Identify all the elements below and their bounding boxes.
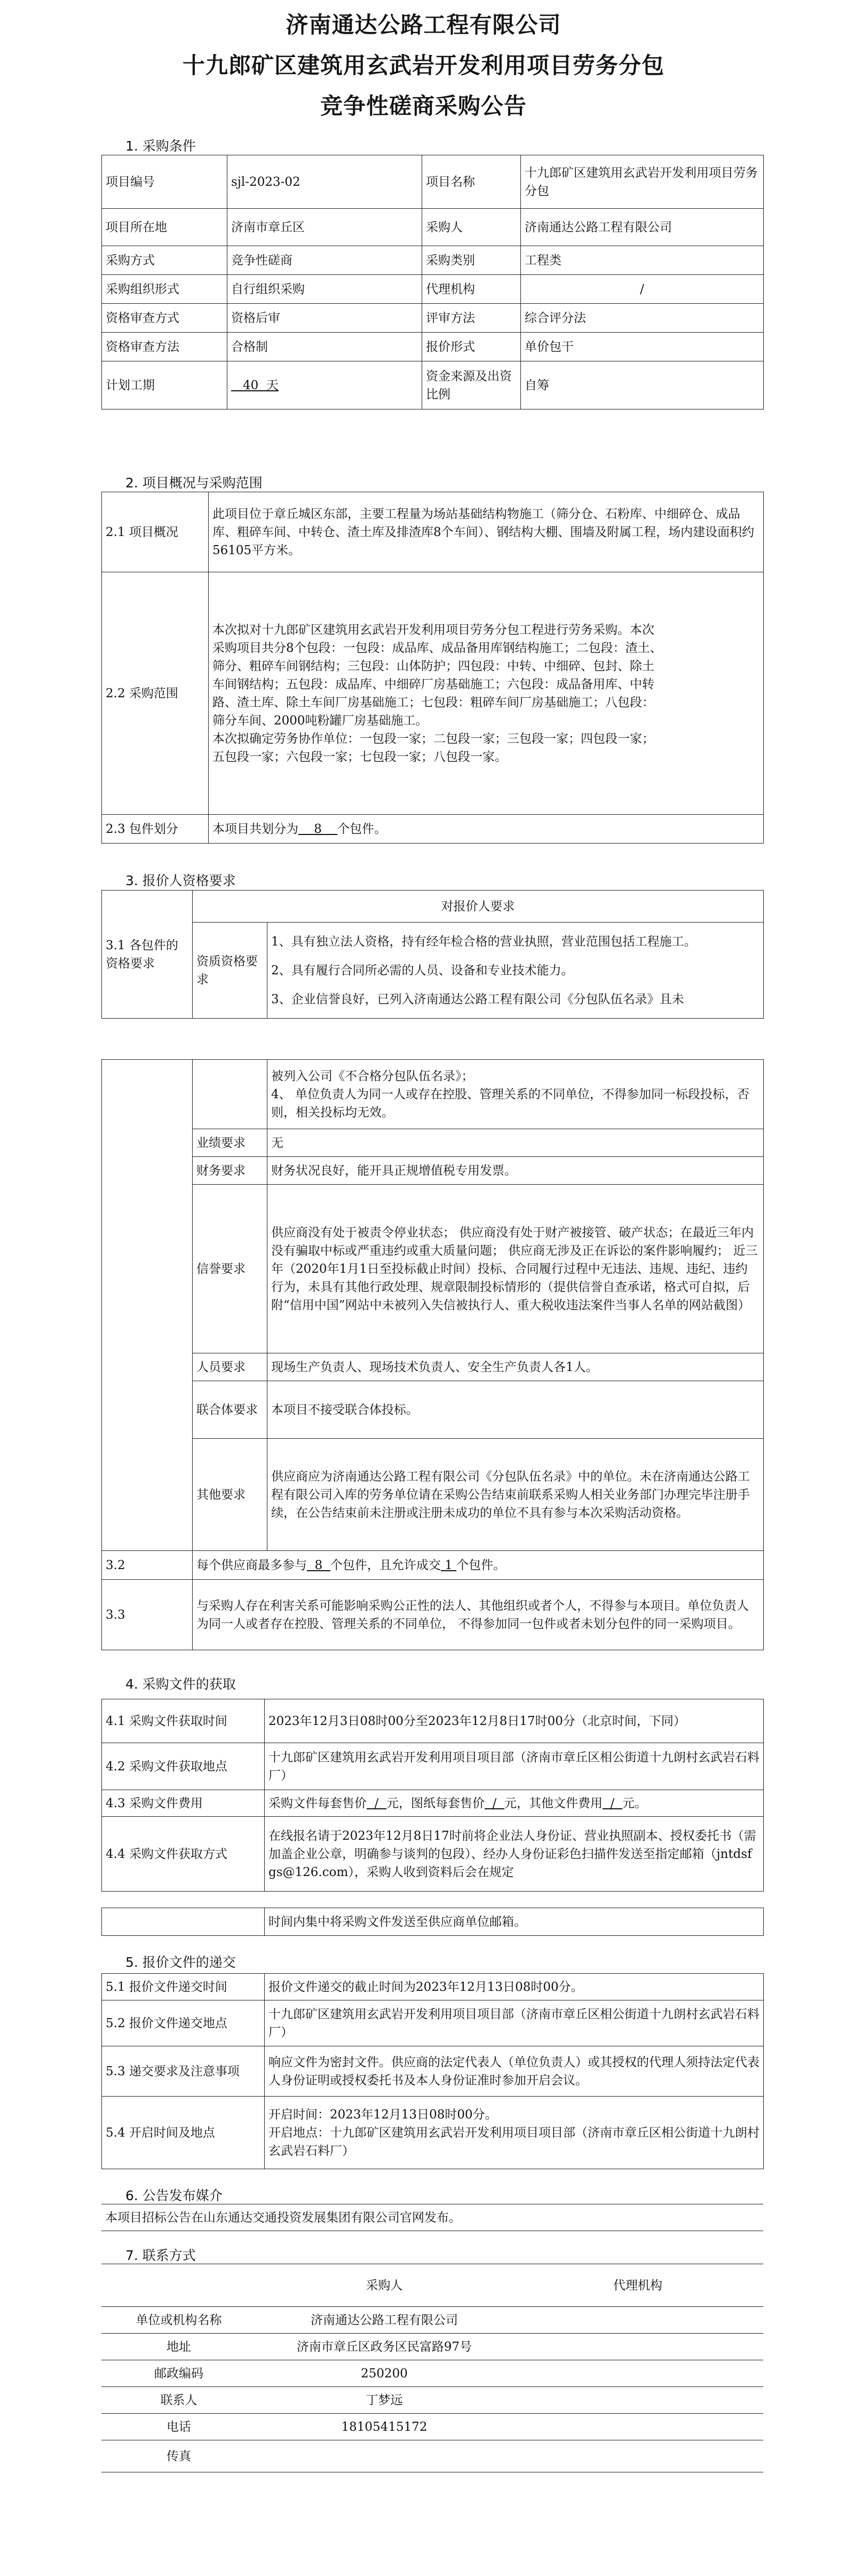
table-row — [102, 2046, 764, 2097]
section-1-heading: 1. 采购条件 — [125, 138, 196, 154]
cell-label — [193, 1060, 267, 1129]
cell-value: 济南通达公路工程有限公司 — [256, 2307, 512, 2334]
cell-value: / — [521, 275, 764, 304]
cell-value: 综合评分法 — [521, 304, 764, 333]
table-row — [101, 2360, 763, 2387]
cell-value — [265, 1790, 764, 1817]
cell-label: 3.3 — [102, 1580, 193, 1650]
table-row — [102, 1185, 764, 1353]
cell-value: 2023年12月3日08时00分至2023年12月8日17时00分（北京时间，下同） — [265, 1699, 764, 1743]
table-row — [102, 923, 764, 1019]
table-row — [102, 1157, 764, 1185]
cell-label: 地址 — [101, 2334, 256, 2360]
table-row — [102, 1908, 764, 1936]
cell-value: 本项目不接受联合体投标。 — [267, 1381, 764, 1439]
text: 采购文件每套售价 — [268, 1796, 367, 1810]
scope-line: 采购项目共分8个包段：一包段：成品库、成品备用库钢结构施工；二包段：渣土、 — [212, 641, 662, 655]
section-4-heading: 4. 采购文件的获取 — [125, 1676, 236, 1692]
cell-value: 济南市章丘区 — [227, 209, 422, 246]
cell-value: 十九郎矿区建筑用玄武岩开发利用项目项目部（济南市章丘区相公街道十九朗村玄武岩石料厂） — [265, 2000, 764, 2046]
table-row — [101, 2264, 763, 2307]
cell-label: 采购组织形式 — [102, 275, 227, 304]
table-row — [101, 2414, 763, 2440]
cell-header — [101, 2264, 256, 2307]
cell-label: 资质资格要求 — [193, 923, 267, 1019]
text: 个包件。 — [337, 822, 387, 836]
cell-value: 单价包干 — [521, 333, 764, 361]
cell-label: 电话 — [101, 2414, 256, 2440]
cell-label: 单位或机构名称 — [101, 2307, 256, 2334]
table-row — [102, 1790, 764, 1817]
table-row — [101, 2307, 763, 2334]
cell-label — [102, 1060, 193, 1551]
table-row — [102, 1743, 764, 1790]
cell-value — [193, 1551, 764, 1580]
table-row — [102, 2097, 764, 2169]
cell-value: 无 — [267, 1129, 764, 1157]
table-row — [102, 333, 764, 361]
qualification-table-part1 — [101, 890, 764, 1019]
col-purchaser: 采购人 — [256, 2264, 512, 2307]
cell-value — [512, 2387, 763, 2414]
table-row — [102, 1974, 764, 2000]
text: 个包件，且允许成交 — [330, 1558, 441, 1572]
table-row — [102, 1551, 764, 1580]
cell-label: 采购类别 — [422, 246, 521, 275]
cell-value: 时间内集中将采购文件发送至供应商单位邮箱。 — [265, 1908, 764, 1936]
cell-label: 传真 — [101, 2440, 256, 2472]
cell-value — [512, 2414, 763, 2440]
cell-value: 自筹 — [521, 361, 764, 409]
cell-value: 在线报名请于2023年12月8日17时前将企业法人身份证、营业执照副本、授权委托书（需加盖企业公章，明确参与谈判的包段）、经办人身份证彩色扫描件发送至指定邮箱（jntdsfgs@126.com），采购人收到资料后会在规定 — [265, 1817, 764, 1892]
section-5-heading: 5. 报价文件的递交 — [125, 1955, 236, 1970]
cell-label: 5.2 报价文件递交地点 — [102, 2000, 265, 2046]
cell-value — [209, 815, 764, 844]
cell-label: 4.1 采购文件获取时间 — [102, 1699, 265, 1743]
cell-value: 丁梦远 — [256, 2387, 512, 2414]
cell-value: sjl-2023-02 — [227, 155, 422, 209]
cell-value: 资格后审 — [227, 304, 422, 333]
scope-line: 路、渣土库、除土车间厂房基础施工；七包段：粗碎车间厂房基础施工；八包段： — [212, 695, 654, 710]
cell-value — [512, 2334, 763, 2360]
cell-value — [512, 2440, 763, 2472]
scope-line: 筛分、粗碎车间钢结构；三包段：山体防护；四包段：中转、中细碎、包封、除土 — [212, 659, 654, 673]
table-row — [102, 304, 764, 333]
text: 本项目共划分为 — [212, 822, 298, 836]
scope-line: 本次拟对十九郎矿区建筑用玄武岩开发利用项目劳务分包工程进行劳务采购。本次 — [212, 623, 654, 637]
cell-value: 十九郎矿区建筑用玄武岩开发利用项目项目部（济南市章丘区相公街道十九朗村玄武岩石料厂） — [265, 1743, 764, 1790]
cell-label: 4.3 采购文件费用 — [102, 1790, 265, 1817]
text: 元。 — [622, 1796, 647, 1810]
cell-label: 采购人 — [422, 209, 521, 246]
table-row — [101, 2440, 763, 2472]
cell-value — [256, 2440, 512, 2472]
cell-value: 此项目位于章丘城区东部，主要工程量为场站基础结构物施工（筛分仓、石粉库、中细碎仓、成品库、粗碎车间、中转仓、渣土库及排渣库8个车间）、钢结构大棚、围墙及附属工程，场内建设面积约56105平方米。 — [209, 492, 764, 572]
cell-value: 供应商没有处于被责令停业状态； 供应商没有处于财产被接管、破产状态；在最近三年内没有骗取中标或严重违约或重大质量问题； 供应商无涉及正在诉讼的案件影响履约； 近三年（2020年1月1日至投标截止时间）投标、合同履行过程中无违法、违规、违纪、违约行为，未具有其他行政处理、规章限制投标情形的（提供信誉自查承诺，格式可自拟，后附“信用中国”网站中未被列入失信被执行人、重大税收违法案件当事人名单的网站截图） — [267, 1185, 764, 1353]
table-row — [102, 1439, 764, 1551]
cell-label: 评审方法 — [422, 304, 521, 333]
section-3-heading: 3. 报价人资格要求 — [125, 873, 236, 888]
table-row — [101, 2387, 763, 2414]
table-row — [102, 1381, 764, 1439]
cell-value: 济南市章丘区政务区民富路97号 — [256, 2334, 512, 2360]
cell-label: 5.3 递交要求及注意事项 — [102, 2046, 265, 2097]
qual-line: 4、 单位负责人为同一人或存在控股、管理关系的不同单位，不得参加同一标段投标，否则，相关投标均无效。 — [271, 1087, 749, 1120]
cell-label: 2.2 采购范围 — [102, 572, 209, 815]
cell-label: 项目所在地 — [102, 209, 227, 246]
cell-value: 现场生产负责人、现场技术负责人、安全生产负责人各1人。 — [267, 1353, 764, 1381]
cell-value: 济南通达公路工程有限公司 — [521, 209, 764, 246]
project-title: 十九郎矿区建筑用玄武岩开发利用项目劳务分包 — [182, 52, 664, 78]
opening-place: 开启地点：十九郎矿区建筑用玄武岩开发利用项目项目部（济南市章丘区相公街道十九朗村玄武岩石料厂） — [268, 2125, 759, 2158]
qualification-cell — [267, 923, 764, 1019]
other-fee: / — [603, 1796, 622, 1810]
cell-label: 其他要求 — [193, 1439, 267, 1551]
cell-label: 计划工期 — [102, 361, 227, 409]
table-row — [102, 1060, 764, 1129]
table-row — [102, 572, 764, 815]
text: 元，其他文件费用 — [504, 1796, 603, 1810]
qualification-cont-cell — [267, 1060, 764, 1129]
table-row — [102, 1699, 764, 1743]
cell-label: 3.2 — [102, 1551, 193, 1580]
cell-label: 业绩要求 — [193, 1129, 267, 1157]
cell-value — [512, 2307, 763, 2334]
cell-label: 项目名称 — [422, 155, 521, 209]
max-packages: 8 — [307, 1558, 330, 1572]
cell-value: 报价文件递交的截止时间为2023年12月13日08时00分。 — [265, 1974, 764, 2000]
package-count: 8 — [298, 822, 338, 836]
table-row — [102, 1353, 764, 1381]
cell-label — [102, 1908, 265, 1936]
cell-label: 2.3 包件划分 — [102, 815, 209, 844]
table-row — [102, 1129, 764, 1157]
scope-line: 五包段一家；六包段一家；七包段一家；八包段一家。 — [212, 750, 507, 764]
cell-label: 2.1 项目概况 — [102, 492, 209, 572]
cell-value: 本项目招标公告在山东通达交通投资发展集团有限公司官网发布。 — [101, 2204, 763, 2231]
procurement-conditions-table — [101, 155, 764, 409]
cell-label: 4.4 采购文件获取方式 — [102, 1817, 265, 1892]
cell-value: 供应商应为济南通达公路工程有限公司《分包队伍名录》中的单位。未在济南通达公路工程有限公司入库的劳务单位请在采购公告结束前联系采购人相关业务部门办理完毕注册手续，在公告结束前未注册或注册未成功的单位不具有参与本次采购活动资格。 — [267, 1439, 764, 1551]
cell-label: 信誉要求 — [193, 1185, 267, 1353]
scope-line: 筛分车间、2000吨粉罐厂房基础施工。 — [212, 713, 428, 728]
cell-value — [512, 2360, 763, 2387]
cell-label: 资格审查方式 — [102, 304, 227, 333]
cell-value: 18105415172 — [256, 2414, 512, 2440]
cell-label: 资金来源及出资比例 — [422, 361, 521, 409]
cell-label: 报价形式 — [422, 333, 521, 361]
qual-line: 2、具有履行合同所必需的人员、设备和专业技术能力。 — [271, 963, 574, 978]
cell-label: 人员要求 — [193, 1353, 267, 1381]
cell-value: 响应文件为密封文件。供应商的法定代表人（单位负责人）或其授权的代理人须持法定代表人身份证明或授权委托书及本人身份证准时参加开启会议。 — [265, 2046, 764, 2097]
cell-label: 项目编号 — [102, 155, 227, 209]
drawing-price: / — [485, 1796, 504, 1810]
table-row — [102, 246, 764, 275]
table-row — [102, 492, 764, 572]
cell-value: 40 天 — [227, 361, 422, 409]
cell-value: 自行组织采购 — [227, 275, 422, 304]
scope-line: 车间钢结构；五包段：成品库、中细碎厂房基础施工；六包段：成品备用库、中转 — [212, 677, 654, 691]
table-row — [102, 891, 764, 923]
doc-price: / — [367, 1796, 386, 1810]
bid-submission-table — [101, 1973, 764, 2169]
text: 元，图纸每套售价 — [386, 1796, 485, 1810]
table-row — [102, 155, 764, 209]
cell-value: 十九郎矿区建筑用玄武岩开发利用项目劳务分包 — [521, 155, 764, 209]
cell-value: 工程类 — [521, 246, 764, 275]
cell-value: 250200 — [256, 2360, 512, 2387]
document-acquisition-cont-table — [101, 1908, 764, 1936]
awarded-packages: 1 — [440, 1558, 457, 1572]
table-row — [101, 2204, 763, 2231]
table-row — [102, 1580, 764, 1650]
cell-label: 5.1 报价文件递交时间 — [102, 1974, 265, 2000]
table-row — [101, 2334, 763, 2360]
document-title: 竞争性磋商采购公告 — [320, 93, 527, 119]
table-row — [102, 2000, 764, 2046]
opening-cell — [265, 2097, 764, 2169]
project-overview-table — [101, 492, 764, 844]
table-row — [102, 209, 764, 246]
cell-label: 5.4 开启时间及地点 — [102, 2097, 265, 2169]
cell-value: 合格制 — [227, 333, 422, 361]
table-row — [102, 275, 764, 304]
table-row — [102, 815, 764, 844]
cell-label: 联合体要求 — [193, 1381, 267, 1439]
cell-label: 联系人 — [101, 2387, 256, 2414]
contact-table — [101, 2264, 763, 2472]
publication-media-table — [101, 2204, 763, 2231]
text: 每个供应商最多参与 — [196, 1558, 307, 1572]
text: 个包件。 — [456, 1558, 506, 1572]
section-6-heading: 6. 公告发布媒介 — [125, 2188, 223, 2203]
cell-value: 竞争性磋商 — [227, 246, 422, 275]
cell-label: 邮政编码 — [101, 2360, 256, 2387]
opening-time: 开启时间：2023年12月13日08时00分。 — [268, 2107, 497, 2122]
qualification-table-part2 — [101, 1059, 764, 1650]
cell-label: 3.1 各包件的资格要求 — [102, 891, 193, 1019]
table-row — [102, 1817, 764, 1892]
qual-line: 被列入公司《不合格分包队伍名录》； — [271, 1069, 474, 1083]
cell-value: 财务状况良好，能开具正规增值税专用发票。 — [267, 1157, 764, 1185]
procurement-scope-cell — [209, 572, 764, 815]
qual-line: 3、企业信誉良好，已列入济南通达公路工程有限公司《分包队伍名录》且未 — [271, 992, 684, 1006]
cell-label: 采购方式 — [102, 246, 227, 275]
scope-line: 本次拟确定劳务协作单位：一包段一家；二包段一家；三包段一家；四包段一家； — [212, 731, 654, 746]
qual-line: 1、具有独立法人资格，持有经年检合格的营业执照，营业范围包括工程施工。 — [271, 934, 696, 949]
section-2-heading: 2. 项目概况与采购范围 — [125, 475, 263, 491]
col-agency: 代理机构 — [512, 2264, 763, 2307]
cell-label: 代理机构 — [422, 275, 521, 304]
cell-label: 4.2 采购文件获取地点 — [102, 1743, 265, 1790]
cell-header: 对报价人要求 — [193, 891, 764, 923]
company-title: 济南通达公路工程有限公司 — [286, 12, 561, 38]
cell-label: 财务要求 — [193, 1157, 267, 1185]
table-row — [102, 361, 764, 409]
cell-value: 与采购人存在利害关系可能影响采购公正性的法人、其他组织或者个人，不得参与本项目。单位负责人为同一人或者存在控股、管理关系的不同单位， 不得参加同一包件或者未划分包件的同一采购项目。 — [193, 1580, 764, 1650]
document-acquisition-table — [101, 1699, 764, 1892]
section-7-heading: 7. 联系方式 — [125, 2248, 196, 2263]
cell-label: 资格审查方法 — [102, 333, 227, 361]
